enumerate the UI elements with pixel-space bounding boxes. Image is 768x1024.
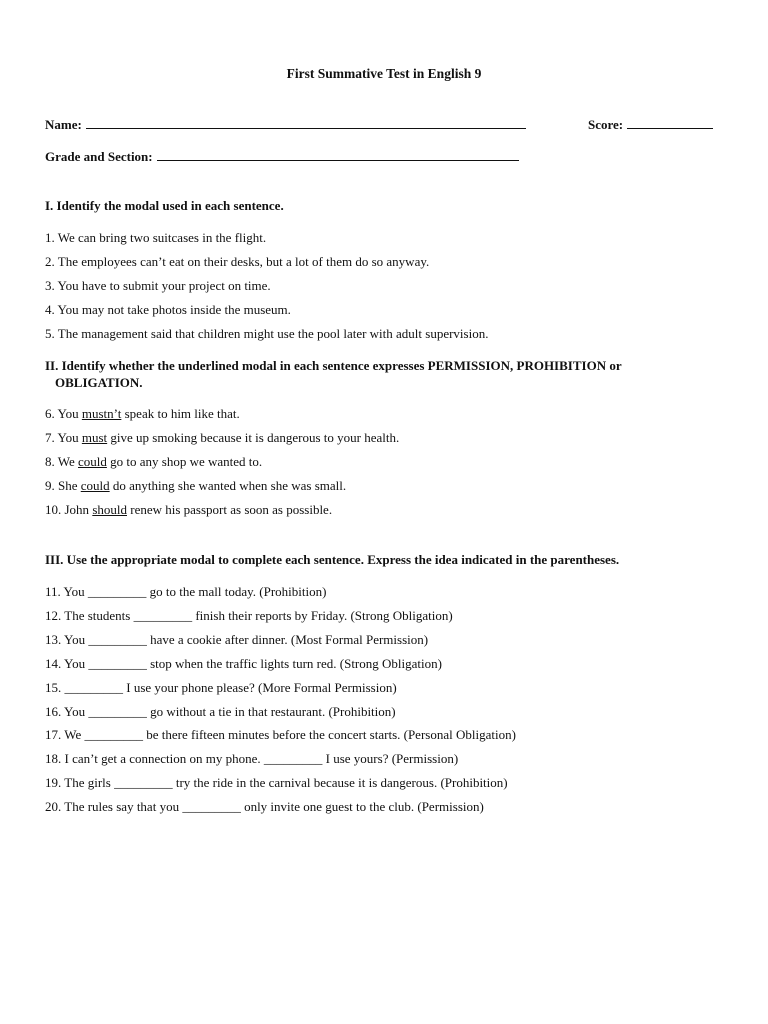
underlined-modal: must	[81, 430, 108, 445]
score-field	[588, 116, 713, 133]
page-title: First Summative Test in English 9	[286, 66, 482, 81]
underlined-modal: mustn’t	[81, 406, 122, 421]
list-item: 13. You _________ have a cookie after dinner. (Most Formal Permission)	[45, 632, 429, 647]
part1-heading: I. Identify the modal used in each sentence.	[45, 198, 284, 213]
list-item: 16. You _________ go without a tie in that restaurant. (Prohibition)	[45, 704, 396, 719]
score-blank[interactable]	[627, 116, 713, 129]
part3-heading: III. Use the appropriate modal to complete each sentence. Express the idea indicated in the parentheses.	[45, 552, 620, 567]
list-item: 12. The students _________ finish their reports by Friday. (Strong Obligation)	[45, 608, 453, 623]
list-item: 14. You _________ stop when the traffic lights turn red. (Strong Obligation)	[45, 656, 442, 671]
score-label: Score:	[588, 117, 624, 132]
list-item: 11. You _________ go to the mall today. (Prohibition)	[45, 584, 327, 599]
list-item: 15. _________ I use your phone please? (More Formal Permission)	[45, 680, 397, 695]
underlined-modal: could	[80, 478, 110, 493]
grade-section-label: Grade and Section:	[45, 149, 153, 164]
grade-section-field	[45, 148, 519, 165]
name-label: Name:	[45, 117, 82, 132]
list-item: 20. The rules say that you _________ only invite one guest to the club. (Permission)	[45, 799, 484, 814]
list-item: 7. You must give up smoking because it is dangerous to your health.	[45, 430, 400, 445]
list-item: 4. You may not take photos inside the museum.	[45, 302, 291, 317]
underlined-modal: could	[78, 454, 107, 469]
grade-section-blank[interactable]	[157, 148, 519, 161]
list-item: 17. We _________ be there fifteen minutes before the concert starts. (Personal Obligation)	[45, 727, 516, 742]
list-item: 18. I can’t get a connection on my phone. _________ I use yours? (Permission)	[45, 751, 459, 766]
part2-heading-line2: OBLIGATION.	[55, 375, 143, 390]
list-item: 6. You mustn’t speak to him like that.	[45, 406, 240, 421]
list-item: 3. You have to submit your project on time.	[45, 278, 271, 293]
list-item: 9. She could do anything she wanted when she was small.	[45, 478, 347, 493]
part2-heading-line1: II. Identify whether the underlined modal in each sentence expresses PERMISSION, PROHIBITION or	[45, 358, 622, 373]
list-item: 1. We can bring two suitcases in the flight.	[45, 230, 267, 245]
name-blank[interactable]	[86, 116, 526, 129]
list-item: 8. We could go to any shop we wanted to.	[45, 454, 263, 469]
list-item: 5. The management said that children might use the pool later with adult supervision.	[45, 326, 489, 341]
list-item: 19. The girls _________ try the ride in the carnival because it is dangerous. (Prohibition)	[45, 775, 508, 790]
list-item: 2. The employees can’t eat on their desks, but a lot of them do so anyway.	[45, 254, 430, 269]
list-item: 10. John should renew his passport as soon as possible.	[45, 502, 333, 517]
underlined-modal: should	[92, 502, 127, 517]
name-field	[45, 116, 526, 133]
